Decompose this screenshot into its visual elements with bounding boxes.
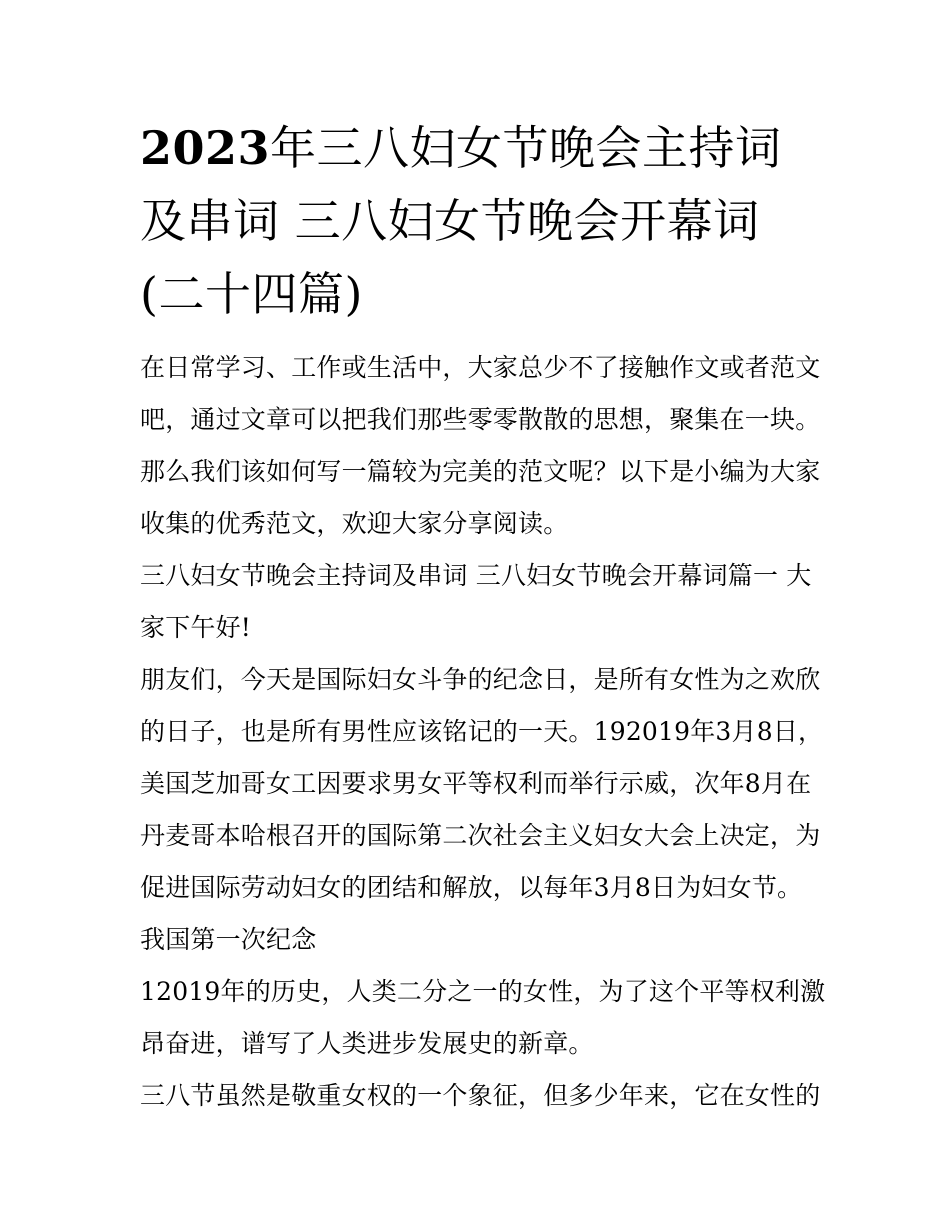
paragraph-intro: [140, 342, 820, 550]
text-line: 那么我们该如何写一篇较为完美的范文呢？以下是小编为大家: [140, 457, 821, 486]
text-line: 在日常学习、工作或生活中，大家总少不了接触作文或者范文: [140, 353, 821, 382]
title-line-2: 及串词 三八妇女节晚会开幕词: [140, 194, 760, 248]
paragraph-equality: [140, 966, 826, 1070]
title-line-1: 2023年三八妇女节晚会主持词: [140, 121, 782, 175]
text-line: 家下午好!: [140, 613, 252, 642]
text-line: 吧，通过文章可以把我们那些零零散散的思想，聚集在一块。: [140, 405, 821, 434]
document-body: [140, 342, 826, 1122]
text-line: 朋友们，今天是国际妇女斗争的纪念日，是所有女性为之欢欣: [140, 665, 821, 694]
text-line: 的日子，也是所有男性应该铭记的一天。192019年3月8日，: [140, 717, 824, 746]
text-line: 收集的优秀范文，欢迎大家分享阅读。: [140, 509, 569, 538]
title-year: 2023: [140, 121, 271, 175]
text-line: 促进国际劳动妇女的团结和解放，以每年3月8日为妇女节。: [140, 873, 803, 902]
paragraph-section-heading: [140, 550, 820, 654]
paragraph-symbol: [140, 1070, 820, 1122]
document-title: [140, 112, 820, 331]
title-line-3: (二十四篇): [140, 267, 363, 321]
text-line: 三八节虽然是敬重女权的一个象征，但多少年来，它在女性的: [140, 1081, 821, 1110]
document-page: [140, 112, 826, 1122]
text-line: 美国芝加哥女工因要求男女平等权利而举行示威，次年8月在: [140, 769, 812, 798]
text-line: 丹麦哥本哈根召开的国际第二次社会主义妇女大会上决定，为: [140, 821, 821, 850]
paragraph-history: [140, 654, 824, 966]
text-line: 12019年的历史，人类二分之一的女性，为了这个平等权利激: [140, 977, 826, 1006]
text-line: 昂奋进，谱写了人类进步发展史的新章。: [140, 1029, 594, 1058]
text-line: 三八妇女节晚会主持词及串词 三八妇女节晚会开幕词篇一 大: [140, 561, 812, 590]
text-line: 我国第一次纪念: [140, 925, 317, 954]
